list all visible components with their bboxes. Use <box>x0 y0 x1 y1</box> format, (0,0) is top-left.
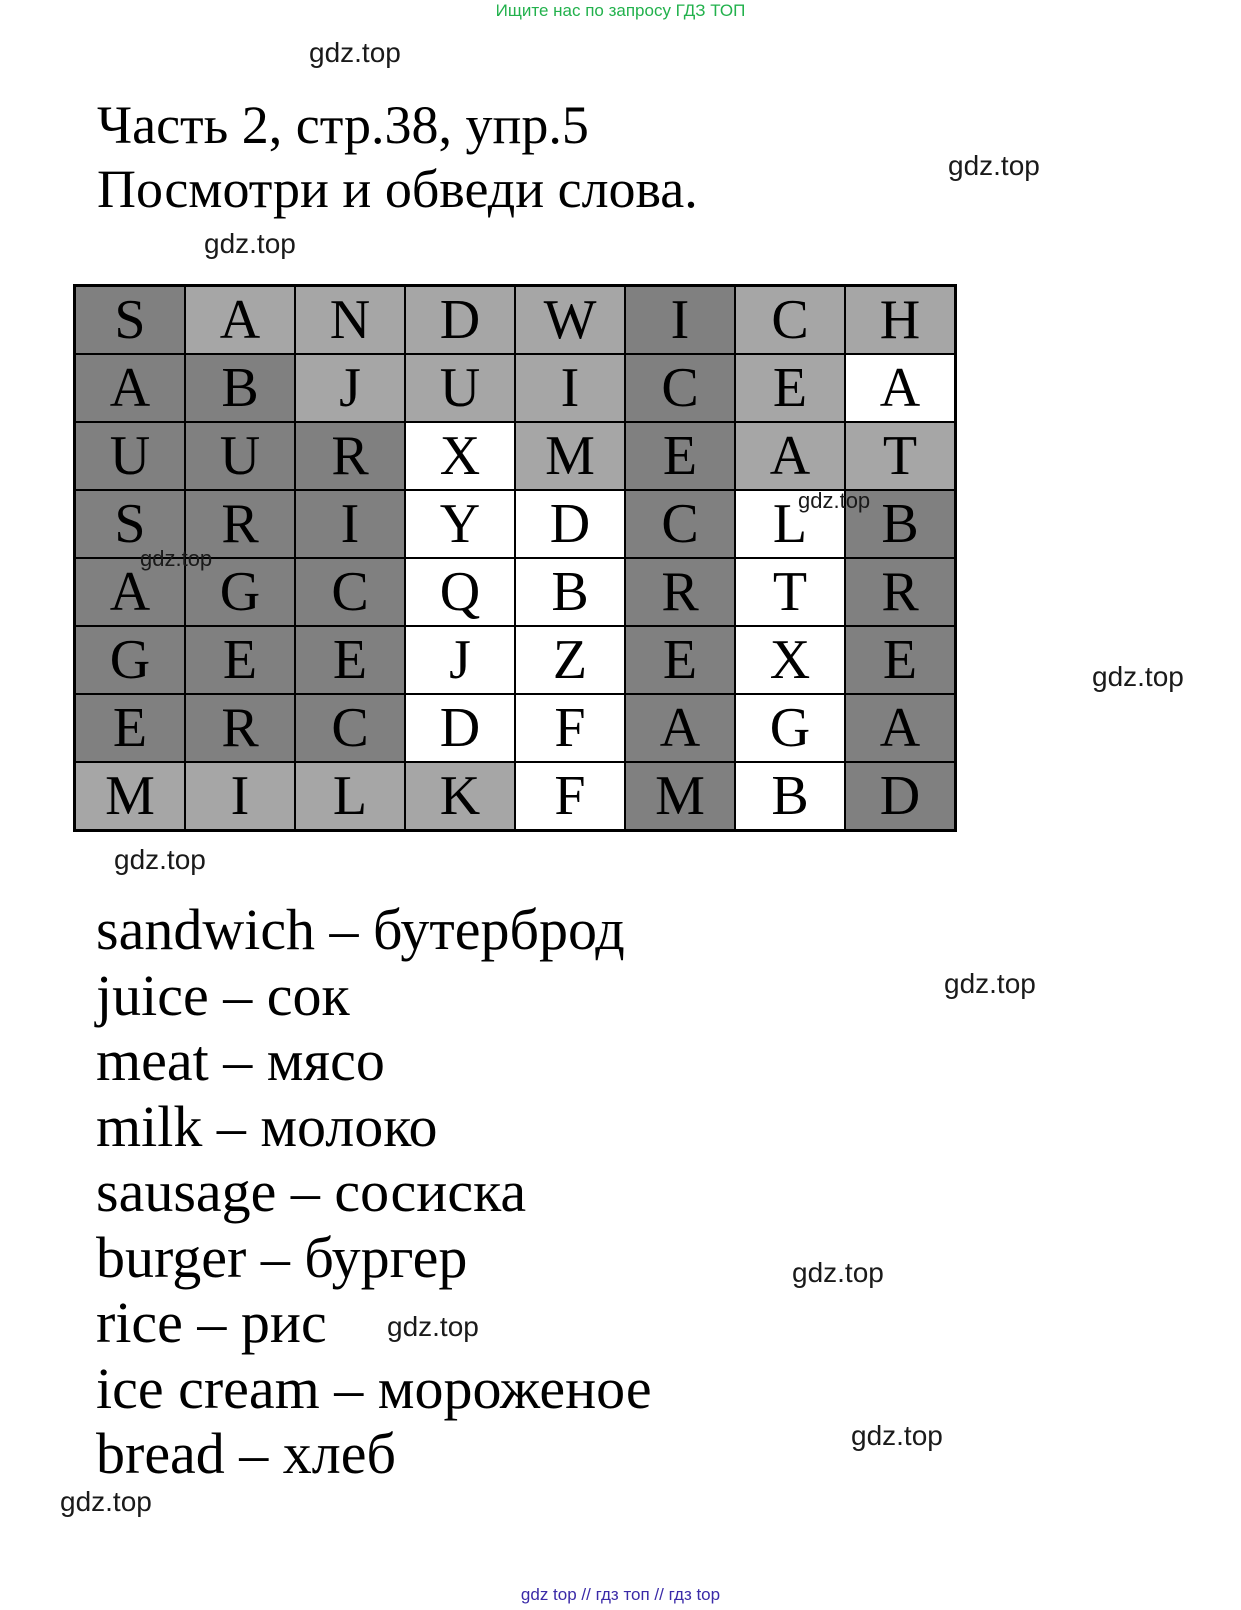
grid-cell: M <box>515 422 625 490</box>
grid-cell: I <box>185 762 295 831</box>
grid-cell: Q <box>405 558 515 626</box>
grid-cell: B <box>735 762 845 831</box>
grid-cell: Y <box>405 490 515 558</box>
word-item: sandwich – бутерброд <box>96 897 625 962</box>
word-item: milk – молоко <box>96 1093 438 1159</box>
grid-cell: D <box>405 286 515 355</box>
grid-cell: R <box>845 558 956 626</box>
grid-cell: M <box>75 762 186 831</box>
grid-cell: N <box>295 286 405 355</box>
word-item: burger – бургер <box>96 1224 468 1290</box>
grid-cell: C <box>625 490 735 558</box>
grid-cell: F <box>515 694 625 762</box>
grid-cell: A <box>75 354 186 422</box>
word-item: ice cream – мороженое <box>96 1355 652 1421</box>
grid-cell: B <box>515 558 625 626</box>
grid-cell: E <box>295 626 405 694</box>
grid-cell: L <box>295 762 405 831</box>
watermark: gdz.top <box>944 968 1036 999</box>
grid-cell: E <box>845 626 956 694</box>
watermark: gdz.top <box>798 488 871 513</box>
watermark: gdz.top <box>114 844 206 875</box>
grid-cell: A <box>75 558 186 626</box>
grid-cell: E <box>625 626 735 694</box>
grid-cell: S <box>75 286 186 355</box>
word-item: rice – рис <box>96 1290 327 1355</box>
top-banner: Ищите нас по запросу ГДЗ ТОП <box>495 1 746 20</box>
word-item: meat – мясо <box>96 1028 385 1093</box>
grid-cell: R <box>625 558 735 626</box>
grid-cell: A <box>735 422 845 490</box>
grid-cell: G <box>735 694 845 762</box>
grid-cell: C <box>295 558 405 626</box>
watermark: gdz.top <box>140 546 213 571</box>
exercise-title: Часть 2, стр.38, упр.5 <box>97 95 589 155</box>
grid-cell: D <box>405 694 515 762</box>
grid-cell: M <box>625 762 735 831</box>
grid-cell: X <box>405 422 515 490</box>
word-item: juice – сок <box>96 962 350 1028</box>
grid-cell: B <box>185 354 295 422</box>
grid-cell: U <box>405 354 515 422</box>
grid-row <box>75 422 956 490</box>
watermark: gdz.top <box>792 1257 884 1288</box>
watermark: gdz.top <box>204 228 296 259</box>
grid-cell: R <box>185 490 295 558</box>
grid-cell: E <box>185 626 295 694</box>
watermark: gdz.top <box>387 1311 479 1342</box>
grid-cell: R <box>295 422 405 490</box>
watermark: gdz.top <box>1092 661 1184 692</box>
grid-row <box>75 762 956 831</box>
grid-cell: E <box>75 694 186 762</box>
grid-cell: D <box>515 490 625 558</box>
grid-cell: S <box>75 490 186 558</box>
grid-cell: C <box>295 694 405 762</box>
grid-row <box>75 694 956 762</box>
grid-cell: E <box>625 422 735 490</box>
grid-cell: C <box>625 354 735 422</box>
grid-cell: R <box>185 694 295 762</box>
watermark: gdz.top <box>851 1420 943 1451</box>
grid-cell: Z <box>515 626 625 694</box>
grid-cell: E <box>735 354 845 422</box>
grid-cell: A <box>845 354 956 422</box>
grid-cell: A <box>845 694 956 762</box>
grid-cell: U <box>75 422 186 490</box>
grid-cell: A <box>185 286 295 355</box>
grid-cell: G <box>185 558 295 626</box>
grid-cell: B <box>845 490 956 558</box>
grid-cell: H <box>845 286 956 355</box>
footer-links: gdz top // гдз топ // гдз top <box>520 1585 721 1604</box>
word-item: sausage – сосиска <box>96 1159 527 1224</box>
grid-cell: T <box>845 422 956 490</box>
watermark: gdz.top <box>948 150 1040 181</box>
grid-cell: U <box>185 422 295 490</box>
grid-cell: I <box>515 354 625 422</box>
grid-cell: I <box>625 286 735 355</box>
grid-row <box>75 286 956 355</box>
grid-cell: G <box>75 626 186 694</box>
word-item: bread – хлеб <box>96 1421 396 1486</box>
grid-cell: J <box>405 626 515 694</box>
word-list <box>96 897 652 1487</box>
exercise-instruction: Посмотри и обведи слова. <box>97 159 698 219</box>
grid-cell: C <box>735 286 845 355</box>
grid-cell: K <box>405 762 515 831</box>
watermark: gdz.top <box>309 37 401 68</box>
grid-cell: T <box>735 558 845 626</box>
grid-cell: W <box>515 286 625 355</box>
grid-cell: X <box>735 626 845 694</box>
grid-cell: L <box>735 490 845 558</box>
grid-cell: J <box>295 354 405 422</box>
grid-cell: I <box>295 490 405 558</box>
grid-cell: F <box>515 762 625 831</box>
grid-row <box>75 626 956 694</box>
watermark: gdz.top <box>60 1486 152 1517</box>
grid-cell: A <box>625 694 735 762</box>
grid-row <box>75 354 956 422</box>
grid-cell: D <box>845 762 956 831</box>
